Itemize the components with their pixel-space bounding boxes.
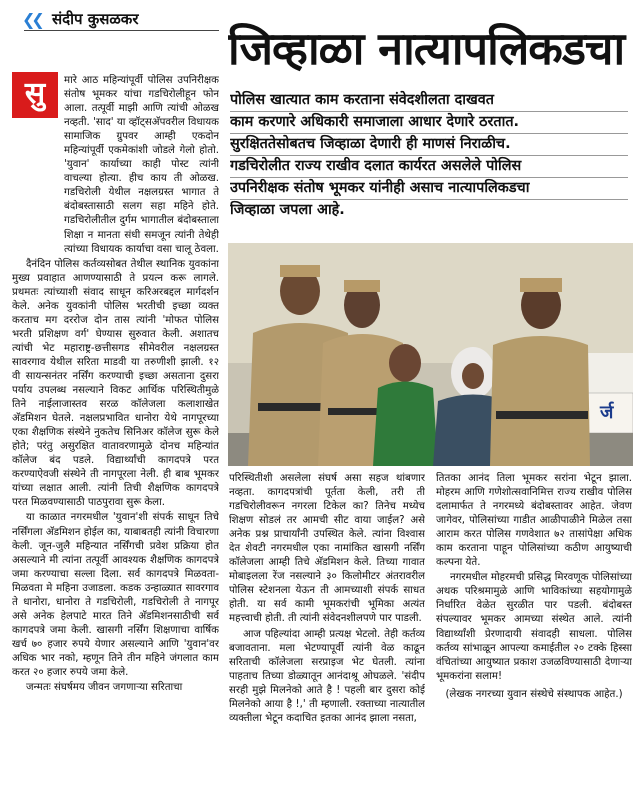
standfirst-line: गडचिरोलीत राज्य राखीव दलात कार्यरत असलेले पोलिस — [230, 156, 628, 178]
sign-text: र्ज — [600, 402, 614, 423]
author-note: (लेखक नगरच्या युवान संस्थेचे संस्थापक आहेत.) — [445, 688, 623, 700]
paragraph: जन्मतः संघर्षमय जीवन जगणाऱ्या सरिताचा — [26, 682, 183, 694]
paragraph: आज पहिल्यांदा आम्ही प्रत्यक्ष भेटलो. तेही कर्तव्य बजावताना. मला भेटण्यापूर्वी त्यांनी वेळ काढून सरिताची कॉलेजला सरप्राइज भेट घेतली. त्यांना पाहताच तिच्या डोळ्यातून आनंदाश्रू ओघळले. 'संदीप सरही मुझे मिलनेको आते है ! पहली बार दुसरा कोई मिलनेको आया है !,' ती म्हणाली. रक्ताच्या नात्यातील व्यक्तीला भेटून कदाचित इतका आनंद झाला नसता, — [229, 628, 425, 724]
photo-illustration — [228, 243, 633, 466]
paragraph: या काळात नगरमधील 'युवान'शी संपर्क साधून तिचे नर्सिंगला अ‍ॅडमिशन होईल का, याबाबतही त्यांनी विचारणा केली. जून-जुलै महिन्यात नर्सिंगची प्रवेश प्रक्रिया होत असल्याने मी त्यांना तत्पूर्वी आवश्यक शैक्षणिक कागदपत्रे जमा करण्याचा सल्ला दिला. सर्व कागदपत्रे मिळवता-मिळवता मे महिना उजाडला. कडक उन्हाळ्यात सावरगाव ते धानोरा, धानोरा ते गडचिरोली, गडचिरोली ते नागपूर असे अनेक हेलपाटे मारत तिने अ‍ॅडमिशनसाठीची सर्व कागदपत्रे जमा केली. खासगी नर्सिंग शिक्षणाचा वार्षिक खर्च ७० हजार रुपये येणार असल्याने आणि 'युवान'वर अधिक भार नको, म्हणून तिने तीन महिने जंगलात काम करत २० हजार रुपये जमा केले. — [12, 512, 219, 678]
paragraph: नगरमधील मोहरमची प्रसिद्ध मिरवणूक पोलिसांच्या अथक परिश्रमामुळे आणि भाविकांच्या सहयोगामुळे निर्धारित वेळेत सुरळीत पार पडली. बंदोबस्त संपल्यावर भूमकर आमच्या संस्थेत आले. त्यांनी विद्यार्थ्यांशी प्रेरणादायी संवादही साधला. पोलिस कर्तव्य सांभाळून आपल्या कमाईतील २० टक्के हिस्सा वंचितांच्या आयुष्यात प्रकाश उजळविण्यासाठी देणाऱ्या भूमकरांना सलाम! — [436, 572, 632, 682]
article-column-2 — [229, 472, 425, 786]
headline: जिव्हाळा नात्यापलिकडचा — [228, 22, 625, 75]
standfirst-line: सुरक्षिततेसोबतच जिव्हाळा देणारी ही माणसं निराळीच. — [230, 134, 628, 156]
drop-cap: सु — [12, 72, 58, 118]
standfirst-line: काम करणारे अधिकारी समाजाला आधार देणारे ठरतात. — [230, 112, 628, 134]
chevron-left-icon: ❮❮ — [22, 10, 41, 29]
paragraph: तितका आनंद तिला भूमकर सरांना भेटून झाला. मोहरम आणि गणेशोत्सवानिमित्त राज्य राखीव पोलिस दलामार्फत ते नगरमध्ये बंदोबस्तावर आहेत. जेवण जागेवर, पोलिसांच्या गाडीत आळीपाळीने मिळेल तसा आराम करत पोलिस गणवेशात ७२ तासांपेक्षा अधिक काम करताना पाहून पोलिसांच्या कठीण आयुष्याची कल्पना येते. — [436, 473, 632, 569]
article-photo — [228, 243, 633, 466]
paragraph: मारे आठ महिन्यांपूर्वी पोलिस उपनिरीक्षक संतोष भूमकर यांचा गडचिरोलीहून फोन आला. तत्पूर्वी माझी आणि त्यांची ओळख नव्हती. 'साद' या व्हॉट्सअ‍ॅपवरील विधायक सामाजिक ग्रुपवर आम्ही एकदोन महिन्यांपूर्वी एकमेकांशी जोडले गेलो होतो. 'युवान' कार्याच्या काही पोस्ट त्यांनी वाचल्या होत्या. हीच काय ती ओळख. गडचिरोली येथील नक्षलग्रस्त भागात ते बंदोबस्तासाठी सलग सहा महिने होते. गडचिरोलीतील दुर्गम भागातील बंदोबस्ताला शिक्षा न मानता संधी समजून त्यांनी तेथेही त्यांच्या विधायक कार्याचा वसा चालू ठेवला. — [64, 75, 219, 255]
paragraph: परिस्थितीशी असलेला संघर्ष असा सहज थांबणार नव्हता. कागदपत्रांची पूर्तता केली, तरी ती गडचिरोलीवरून नगरला टिकेल का? तिनेच मध्येच शिक्षण सोडलं तर आमची सीट वाया जाईल? असे अनेक प्रश्न प्राचार्यांनी उपस्थित केले. त्यांना विश्वास देत शेवटी नगरमधील एका नामांकित खासगी नर्सिंग कॉलेजला आम्ही तिचे अ‍ॅडमिशन केले. तिच्या गावात मोबाइलला रेंज नसल्याने ३० किलोमीटर अंतरावरील पोलिस स्टेशनला येऊन ती आमच्याशी संपर्क साधत होती. या सर्व कामी भूमकरांची भूमिका अत्यंत महत्त्वाची होती. ती त्यांनी संवेदनशीलपणे पार पाडली. — [229, 473, 425, 625]
standfirst — [230, 90, 628, 240]
byline-rule — [24, 30, 219, 31]
standfirst-line: जिव्हाळा जपला आहे. — [230, 202, 345, 218]
article-column-1 — [12, 74, 219, 786]
byline — [12, 8, 217, 30]
article-column-3 — [436, 472, 632, 786]
standfirst-line: पोलिस खात्यात काम करताना संवेदशीलता दाखवत — [230, 90, 628, 112]
standfirst-line: उपनिरीक्षक संतोष भूमकर यांनीही असाच नात्यापलिकडचा — [230, 178, 628, 200]
paragraph: दैनंदिन पोलिस कर्तव्यसोबत तेथील स्थानिक युवकांना मुख्य प्रवाहात आणण्यासाठी ते प्रयत्न करू लागले. प्रथमतः त्यांच्याशी संवाद साधून करिअरबद्दल मार्गदर्शन केले. अनेक युवकांनी पोलिस भरतीची इच्छा व्यक्त करताच मग दररोज दोन तास त्यांनी 'मोफत पोलिस भरती प्रशिक्षण वर्ग' घेण्यास सुरुवात केली. अशातच त्यांची भेट महाराष्ट्र-छत्तीसगड सीमेवरील नक्षलग्रस्त सावरगाव येथील सरिता माडवी या तरुणीशी झाली. १२ वी सायन्सनंतर नर्सिंग करण्याची इच्छा असताना दुसरा पर्याय उपलब्ध नसल्याने विकट आर्थिक परिस्थितीमुळे तिने नाईलाजास्तव सरळ कॉलेजला कलाशाखेत अ‍ॅडमिशन घेतले. नक्षलप्रभावित धानोरा येथे नागपूरच्या एका शैक्षणिक संस्थेने नुकतेच सिनिअर कॉलेज सुरू केले होते; परंतु असुरक्षित वातावरणामुळे दोनच महिन्यांत कॉलेज बंद पडले. विद्यार्थ्यांची कागदपत्रे परत करण्याऐवजी संस्थेने ती नागपूरला नेली. ही बाब भूमकर यांच्या लक्षात आली. त्यांनी तिची शैक्षणिक कागदपत्रे परत मिळवण्यासाठी पाठपुरावा सुरू केला. — [12, 258, 219, 509]
author-name: संदीप कुसळकर — [52, 10, 139, 28]
